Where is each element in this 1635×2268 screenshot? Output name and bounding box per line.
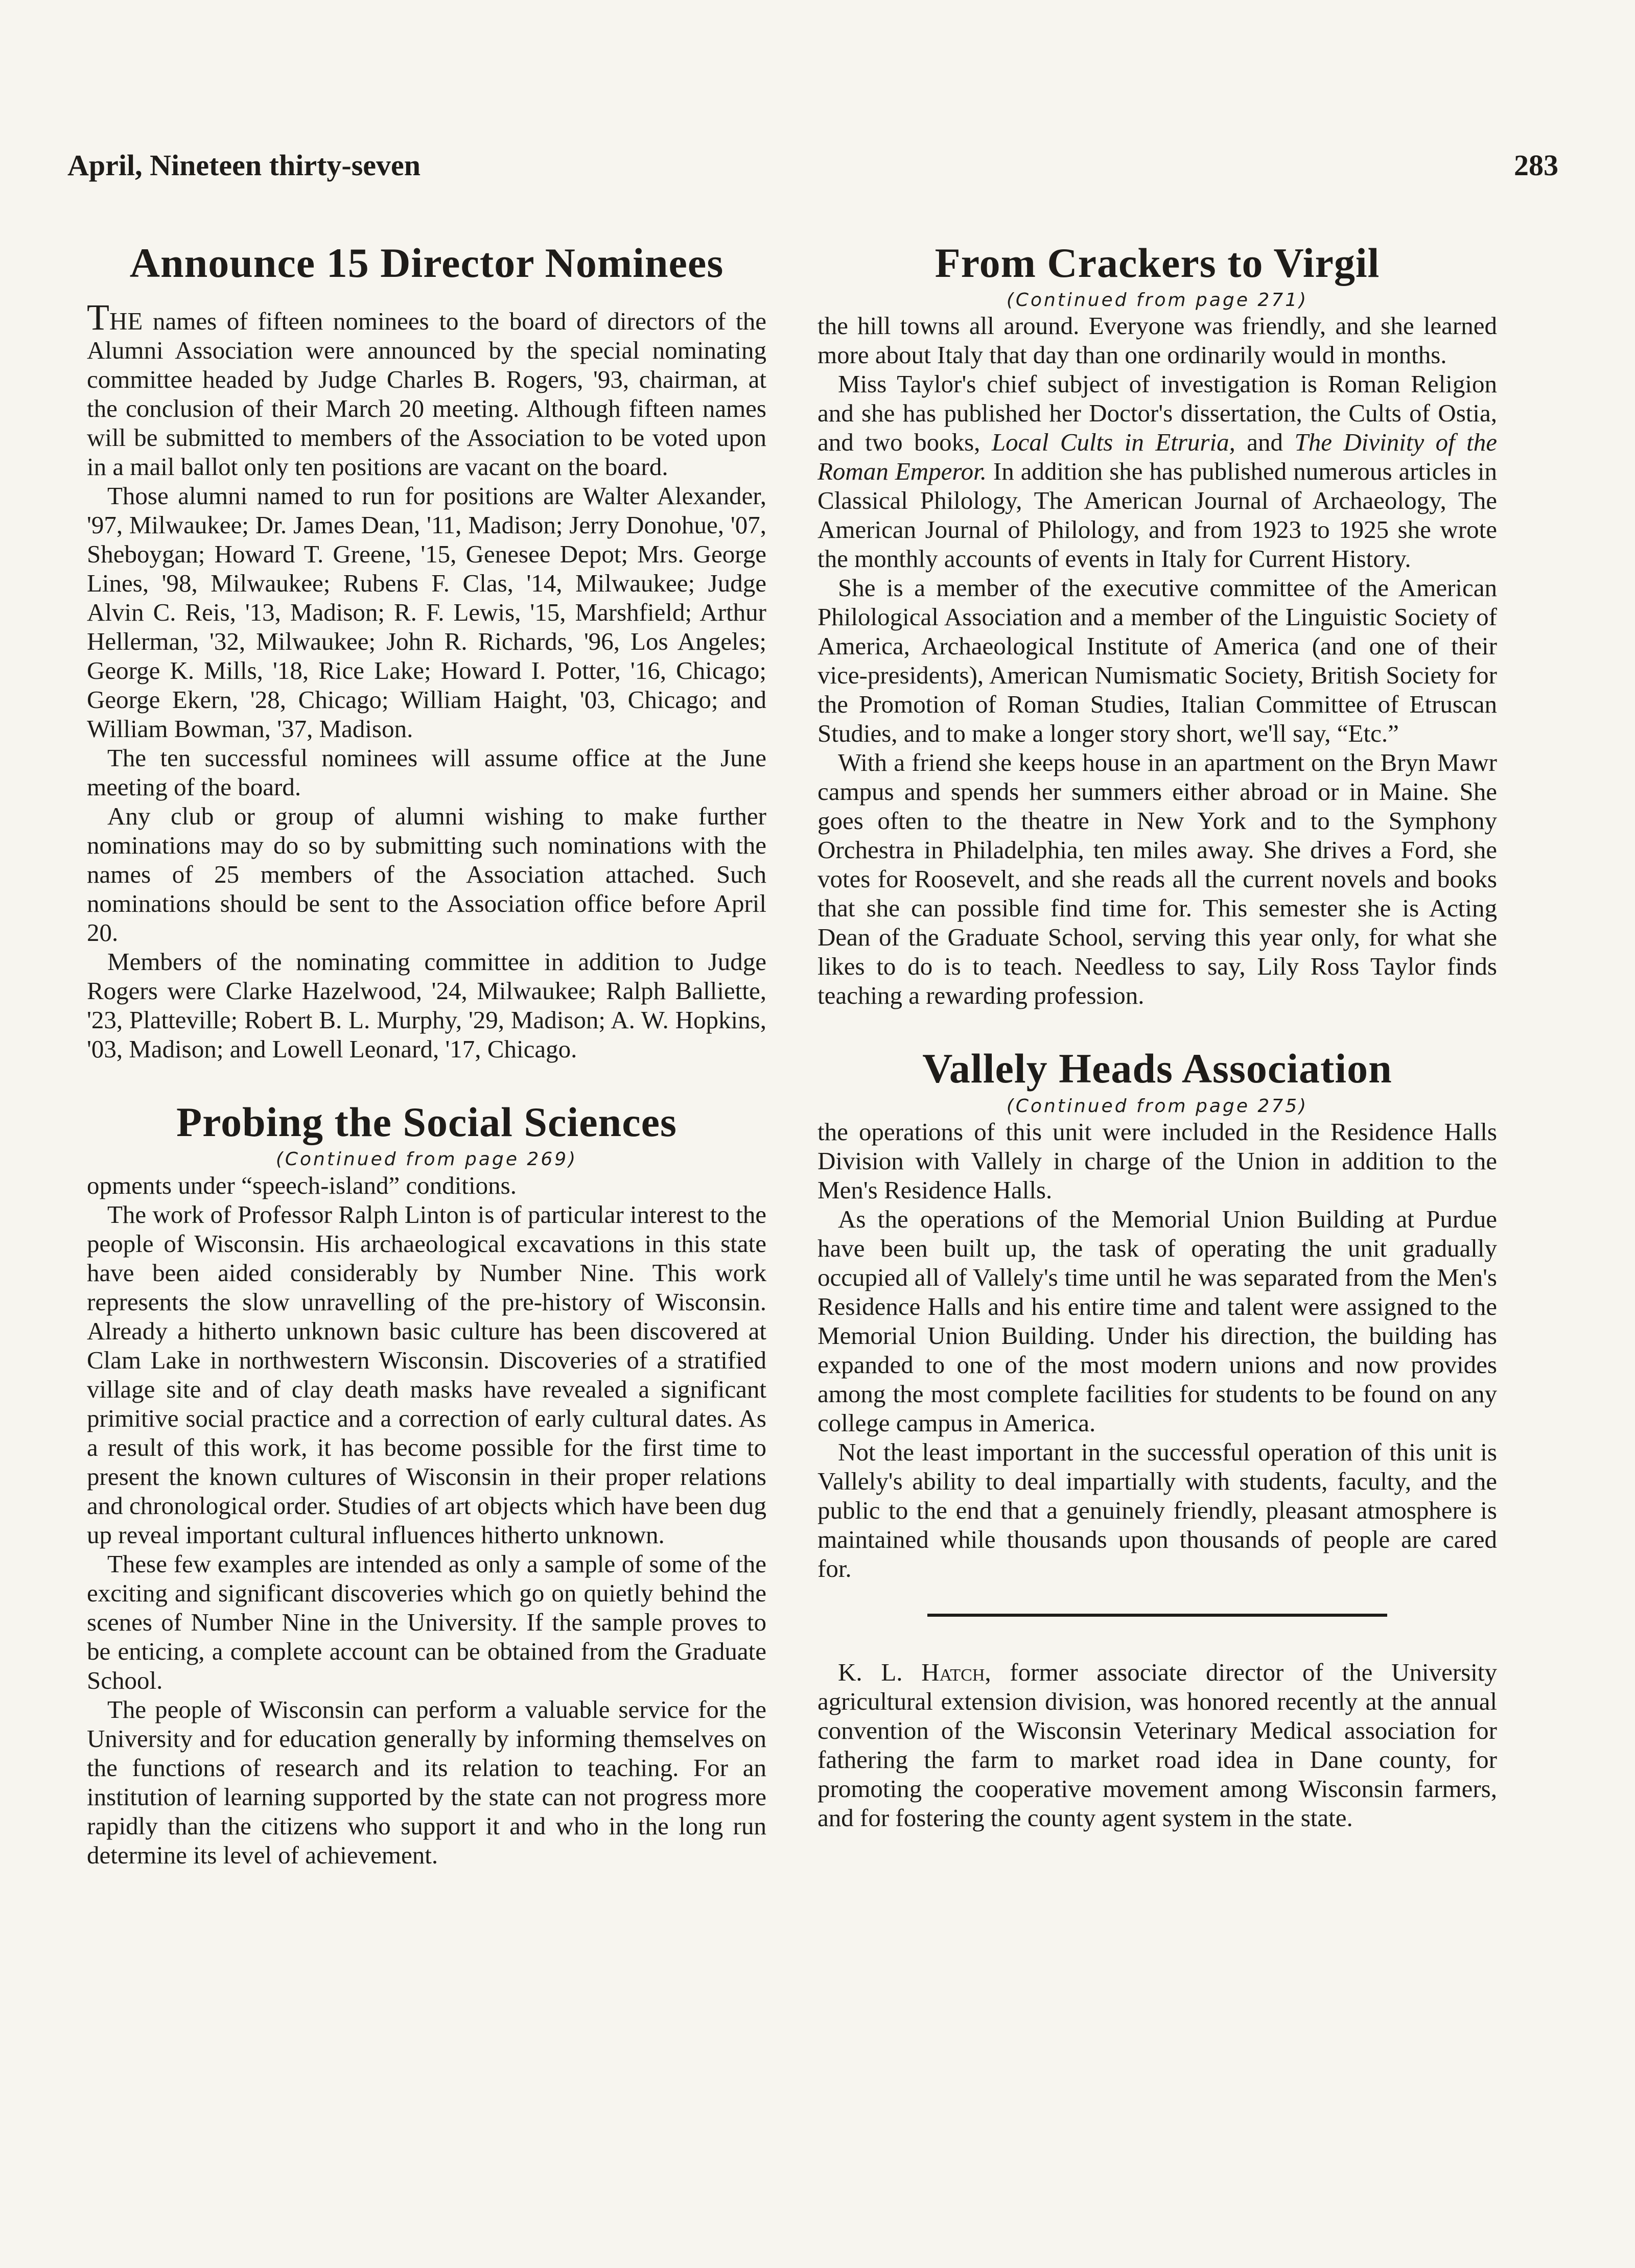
article-title: From Crackers to Virgil xyxy=(935,240,1380,286)
article-paragraph: Those alumni named to run for positions are Walter Alexander, '97, Milwaukee; Dr. James Dean, '11, Madison; Jerry Donohue, '07, Sheboygan; Howard T. Greene, '15, Genesee Depot; Mrs. George Lines, '98, Milwaukee; Rubens F. Clas, '14, Milwaukee; Judge Alvin C. Reis, '13, Madison; R. F. Lewis, '15, Marshfield; Arthur Hellerman, '32, Milwaukee; John R. Richards, '96, Los Angeles; George K. Mills, '18, Rice Lake; Howard I. Potter, '16, Chicago; George Ekern, '28, Chicago; William Haight, '03, Chicago; and William Bowman, '37, Madison. xyxy=(87,482,766,743)
continued-note: (Continued from page 271) xyxy=(1006,290,1309,311)
drop-cap: T xyxy=(87,297,109,338)
page-number: 283 xyxy=(1514,149,1558,182)
article-title: Probing the Social Sciences xyxy=(176,1099,677,1146)
article-director-nominees xyxy=(87,240,766,1064)
article-paragraph xyxy=(87,297,766,481)
running-head xyxy=(67,148,1558,189)
article-paragraph: The ten successful nominees will assume office at the June meeting of the board. xyxy=(87,744,766,801)
article-paragraph: the operations of this unit were included in the Residence Halls Division with Vallely in charge of the Union in addition to the Men's Residence Halls. xyxy=(818,1117,1497,1204)
article-paragraph: the hill towns all around. Everyone was friendly, and she learned more about Italy that day than one ordinarily would in months. xyxy=(818,312,1497,369)
article-paragraph: Not the least important in the successful operation of this unit is Vallely's ability to deal impartially with students, faculty, and the public to the end that a genuinely friendly, pleasant atmosphere is maintained while thousands upon thousands of people are cared for. xyxy=(818,1437,1497,1582)
person-name: K. L. Hatch, xyxy=(838,1658,991,1686)
article-paragraph: These few examples are intended as only a sample of some of the exciting and significant discoveries which go on quietly behind the scenes of Number Nine in the University. If the sample proves to be enticing, a complete account can be obtained from the Graduate School. xyxy=(87,1549,766,1694)
issue-date: April, Nineteen thirty-seven xyxy=(67,149,421,182)
paragraph-text: former associate director of the University agricultural extension division, was honored recently at the annual convention of the Wisconsin Veterinary Medical association for fathering the farm to market road idea in Dane county, for promoting the cooperative movement among Wisconsin farmers, and for fostering the county agent system in the state. xyxy=(818,1658,1498,1832)
article-paragraph: The people of Wisconsin can perform a valuable service for the University and for education generally by informing themselves on the functions of research and its relation to teaching. For an institution of learning supported by the state can not progress more rapidly than the citizens who support it and who in the long run determine its level of achievement. xyxy=(87,1695,766,1869)
article-paragraph: opments under “speech-island” conditions. xyxy=(87,1171,517,1199)
article-vallely-heads-association xyxy=(818,1046,1497,1582)
paragraph-text: HE names of fifteen nominees to the board of directors of the Alumni Association were announced by the special nominating committee headed by Judge Charles B. Rogers, '93, chairman, at the conclusion of their March 20 meeting. Although fifteen names will be submitted to members of the Association to be voted upon in a mail ballot only ten positions are vacant on the board. xyxy=(87,307,766,481)
book-title: The Divinity of the Roman Emperor. xyxy=(818,428,1498,486)
article-paragraph: Members of the nominating committee in addition to Judge Rogers were Clarke Hazelwood, '24, Milwaukee; Ralph Balliette, '23, Platteville; Robert B. L. Murphy, '29, Madison; A. W. Hopkins, '03, Madison; and Lowell Leonard, '17, Chicago. xyxy=(87,948,766,1064)
paragraph-text: In addition she has published numerous articles in Classical Philology, The American Journal of Archaeology, The American Journal of Philology, and from 1923 to 1925 she wrote the monthly accounts of events in Italy for Current History. xyxy=(818,457,1497,573)
article-paragraph: Any club or group of alumni wishing to make further nominations may do so by submitting such nominations with the names of 25 members of the Association attached. Such nominations should be sent to the Association office before April 20. xyxy=(87,802,766,947)
paragraph-text: and xyxy=(1235,428,1295,457)
article-crackers-to-virgil xyxy=(818,240,1497,1010)
news-note-hatch xyxy=(818,1658,1497,1832)
divider-rule xyxy=(927,1614,1387,1617)
left-column xyxy=(87,240,766,1870)
article-paragraph: With a friend she keeps house in an apartment on the Bryn Mawr campus and spends her summers either abroad or in Maine. She goes often to the theatre in New York and to the Symphony Orchestra in Philadelphia, ten miles away. She drives a Ford, she votes for Roosevelt, and she reads all the current novels and books that she can possible find time for. This semester she is Acting Dean of the Graduate School, serving this year only, for what she likes to do is to teach. Needless to say, Lily Ross Taylor finds teaching a rewarding profession. xyxy=(818,748,1497,1010)
section-spacer xyxy=(87,1064,766,1099)
article-paragraph xyxy=(818,369,1497,573)
article-title: Vallely Heads Association xyxy=(922,1045,1392,1092)
section-spacer xyxy=(818,1010,1497,1046)
right-column xyxy=(818,240,1497,1832)
article-title: Announce 15 Director Nominees xyxy=(129,240,724,286)
article-paragraph xyxy=(818,1658,1497,1832)
continued-note: (Continued from page 275) xyxy=(1006,1095,1309,1117)
article-paragraph: The work of Professor Ralph Linton is of particular interest to the people of Wisconsin. His archaeological excavations in this state have been aided considerably by Number Nine. This work represents the slow unravelling of the pre-history of Wisconsin. Already a hitherto unknown basic culture has been discovered at Clam Lake in northwestern Wisconsin. Discoveries of a stratified village site and of clay death masks have revealed a significant primitive social practice and a correction of early cultural dates. As a result of this work, it has become possible for the first time to present the known cultures of Wisconsin in their proper relations and chronological order. Studies of art objects which have been dug up reveal important cultural influences hitherto unknown. xyxy=(87,1200,766,1549)
article-paragraph: As the operations of the Memorial Union Building at Purdue have been built up, the task of operating the unit gradually occupied all of Vallely's time until he was separated from the Men's Residence Halls and his entire time and talent were assigned to the Memorial Union Building. Under his direction, the building has expanded to one of the most modern unions and now provides among the most complete facilities for students to be found on any college campus in America. xyxy=(818,1204,1497,1437)
article-paragraph: She is a member of the executive committee of the American Philological Association and a member of the Linguistic Society of America, Archaeological Institute of America (and one of their vice-presidents), American Numismatic Society, British Society for the Promotion of Roman Studies, Italian Committee of Etruscan Studies, and to make a longer story short, we'll say, “Etc.” xyxy=(818,574,1497,748)
paragraph-text: Miss Taylor's chief subject of investigation is Roman Religion and she has published her Doctor's dissertation, the Cults of Ostia, and two books, xyxy=(818,370,1497,457)
continued-note: (Continued from page 269) xyxy=(275,1149,578,1170)
book-title: Local Cults in Etruria, xyxy=(991,428,1235,457)
article-social-sciences xyxy=(87,1099,766,1869)
